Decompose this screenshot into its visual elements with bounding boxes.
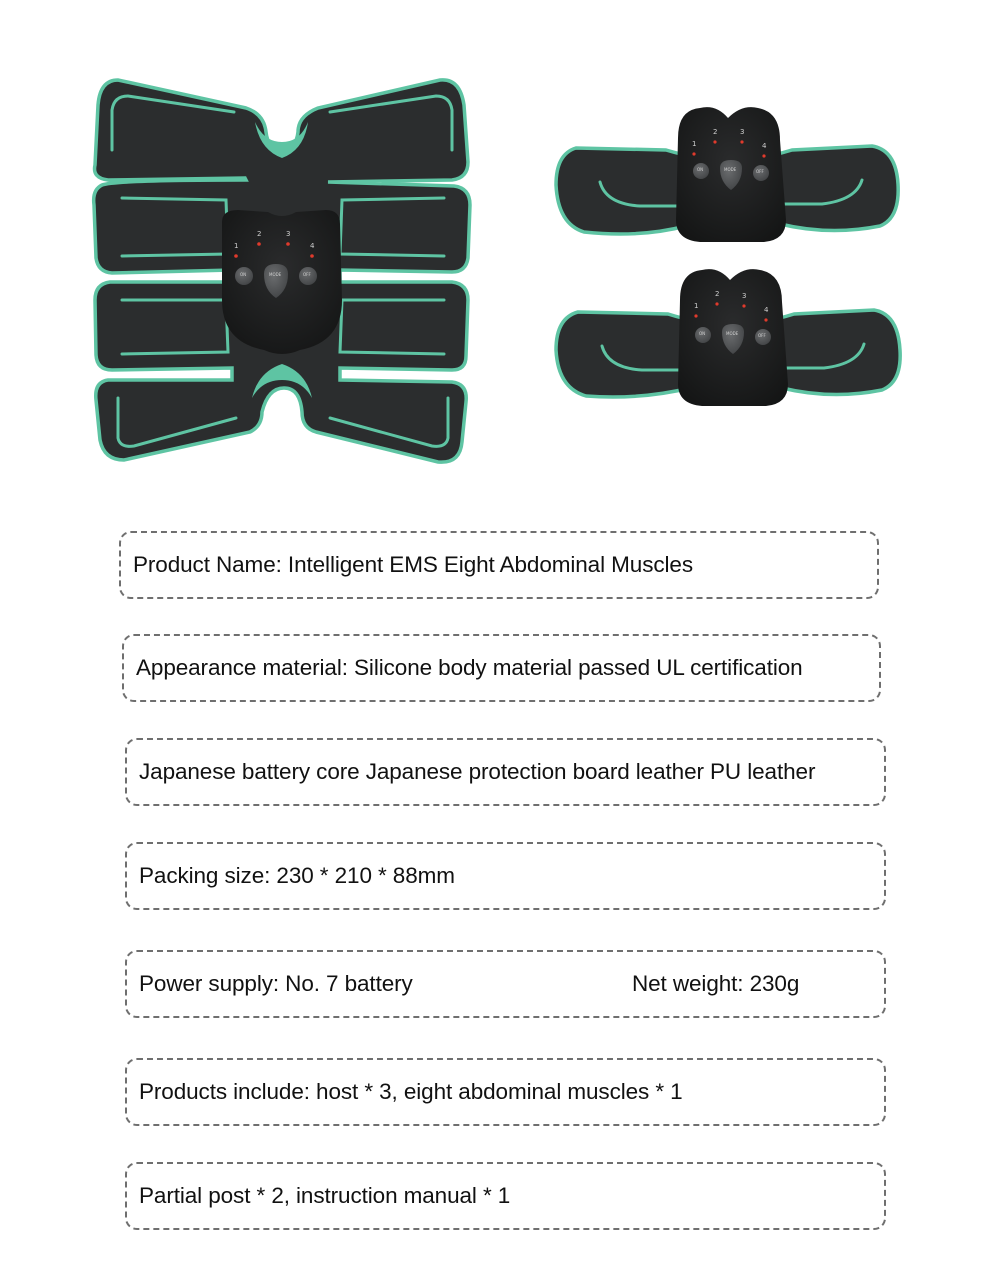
large-pad-mode-label: MODE xyxy=(269,272,282,277)
spec-product-name-text: Product Name: Intelligent EMS Eight Abdominal Muscles xyxy=(133,552,693,577)
led-indicator xyxy=(286,242,290,246)
led-indicator xyxy=(762,154,765,157)
spec-battery-core-text: Japanese battery core Japanese protection board leather PU leather xyxy=(139,759,816,784)
large-pad-on-label: ON xyxy=(240,272,247,277)
spec-power-supply-text: Power supply: No. 7 battery xyxy=(139,971,413,996)
small-pad-top-num-1: 1 xyxy=(692,140,697,148)
led-indicator xyxy=(742,304,745,307)
small-pad-bottom-controller xyxy=(678,269,788,406)
spec-power-weight xyxy=(125,950,886,1018)
small-pad-bottom-mode-label: MODE xyxy=(726,331,739,336)
led-indicator xyxy=(694,314,697,317)
led-indicator xyxy=(713,140,716,143)
led-indicator xyxy=(234,254,238,258)
spec-products-include xyxy=(125,1058,886,1126)
spec-product-name xyxy=(119,531,879,599)
spec-appearance-material xyxy=(122,634,881,702)
spec-partial-post xyxy=(125,1162,886,1230)
small-pad-bottom-num-4: 4 xyxy=(764,306,769,314)
large-abdominal-pad xyxy=(94,80,470,462)
small-pad-bottom-num-1: 1 xyxy=(694,302,699,310)
small-pad-top-off-label: OFF xyxy=(756,169,764,174)
large-pad-num-1: 1 xyxy=(234,242,239,250)
product-image xyxy=(0,0,1000,500)
large-pad-off-label: OFF xyxy=(303,272,311,277)
small-pad-top-mode-label: MODE xyxy=(724,167,737,172)
small-pad-top-num-2: 2 xyxy=(713,128,718,136)
small-pad-top-num-4: 4 xyxy=(762,142,767,150)
spec-net-weight-text: Net weight: 230g xyxy=(632,971,800,996)
small-pad-top-on-label: ON xyxy=(697,167,704,172)
spec-battery-core xyxy=(125,738,886,806)
spec-appearance-material-text: Appearance material: Silicone body material passed UL certification xyxy=(136,655,803,680)
small-pad-top-num-3: 3 xyxy=(740,128,745,136)
spec-packing-size xyxy=(125,842,886,910)
led-indicator xyxy=(715,302,718,305)
small-arm-pad-bottom xyxy=(556,269,900,406)
led-indicator xyxy=(764,318,767,321)
small-pad-top-controller xyxy=(676,107,786,242)
large-pad-controller xyxy=(222,210,342,354)
small-arm-pad-top xyxy=(556,107,898,242)
led-indicator xyxy=(310,254,314,258)
led-indicator xyxy=(692,152,695,155)
small-pad-bottom-on-label: ON xyxy=(699,331,706,336)
large-pad-num-2: 2 xyxy=(257,230,262,238)
small-pad-bottom-num-3: 3 xyxy=(742,292,747,300)
spec-packing-size-text: Packing size: 230 * 210 * 88mm xyxy=(139,863,455,888)
led-indicator xyxy=(257,242,261,246)
led-indicator xyxy=(740,140,743,143)
large-pad-num-4: 4 xyxy=(310,242,315,250)
spec-partial-post-text: Partial post * 2, instruction manual * 1 xyxy=(139,1183,511,1208)
small-pad-bottom-off-label: OFF xyxy=(758,333,766,338)
small-pad-bottom-num-2: 2 xyxy=(715,290,720,298)
spec-products-include-text: Products include: host * 3, eight abdominal muscles * 1 xyxy=(139,1079,683,1104)
large-pad-num-3: 3 xyxy=(286,230,291,238)
